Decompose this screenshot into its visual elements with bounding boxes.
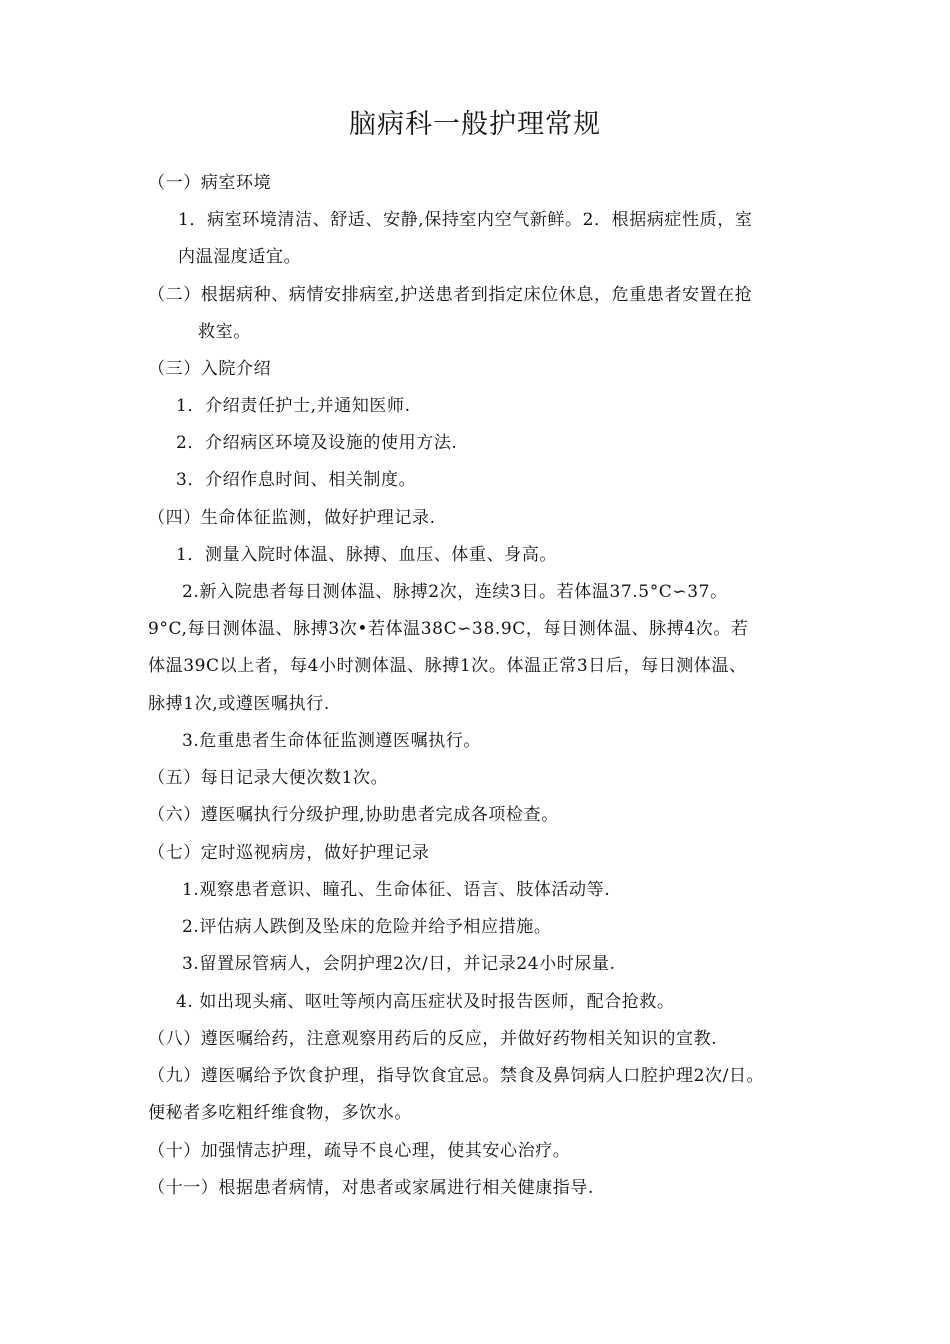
list-item: 3．介绍作息时间、相关制度。 bbox=[176, 470, 417, 490]
list-item: 3.危重患者生命体征监测遵医嘱执行。 bbox=[182, 731, 482, 751]
list-item: 1．测量入院时体温、脉搏、血压、体重、身高。 bbox=[176, 545, 558, 565]
paragraph-line: 脉搏1次,或遵医嘱执行. bbox=[148, 694, 330, 714]
section-heading-10: （十）加强情志护理，疏导不良心理，使其安心治疗。 bbox=[148, 1141, 571, 1161]
section-heading-5: （五）每日记录大便次数1次。 bbox=[148, 768, 389, 788]
section-heading-7: （七）定时巡视病房，做好护理记录 bbox=[148, 843, 430, 863]
section-heading-4: （四）生命体征监测，做好护理记录. bbox=[148, 508, 436, 528]
paragraph-line: 内温湿度适宜。 bbox=[178, 247, 302, 267]
list-item: 2.评估病人跌倒及坠床的危险并给予相应措施。 bbox=[182, 917, 552, 937]
list-item: 2.新入院患者每日测体温、脉搏2次，连续3日。若体温37.5°C∽37。 bbox=[182, 582, 728, 602]
list-item: 1.观察患者意识、瞳孔、生命体征、语言、肢体活动等. bbox=[182, 880, 611, 900]
paragraph-line: 1．病室环境清洁、舒适、安静,保持室内空气新鲜。2．根据病症性质，室 bbox=[178, 210, 753, 230]
section-heading-8: （八）遵医嘱给药，注意观察用药后的反应，并做好药物相关知识的宣教. bbox=[148, 1029, 718, 1049]
section-heading-2: （二）根据病种、病情安排病室,护送患者到指定床位休息，危重患者安置在抢 bbox=[148, 285, 753, 305]
list-item: 3.留置尿管病人，会阴护理2次/日，并记录24小时尿量. bbox=[182, 954, 616, 974]
list-item: 4. 如出现头痛、呕吐等颅内高压症状及时报告医师，配合抢救。 bbox=[176, 992, 675, 1012]
paragraph-line: 便秘者多吃粗纤维食物，多饮水。 bbox=[148, 1103, 412, 1123]
section-heading-1: （一）病室环境 bbox=[148, 173, 272, 193]
section-heading-3: （三）入院介绍 bbox=[148, 359, 272, 379]
section-heading-11: （十一）根据患者病情，对患者或家属进行相关健康指导. bbox=[148, 1178, 595, 1198]
list-item: 1．介绍责任护士,并通知医师. bbox=[176, 396, 411, 416]
list-item: 2．介绍病区环境及设施的使用方法. bbox=[176, 433, 458, 453]
document-title: 脑病科一般护理常规 bbox=[349, 109, 601, 140]
section-heading-9: （九）遵医嘱给予饮食护理，指导饮食宜忌。禁食及鼻饲病人口腔护理2次/日。 bbox=[148, 1066, 765, 1086]
section-heading-6: （六）遵医嘱执行分级护理,协助患者完成各项检查。 bbox=[148, 805, 559, 825]
paragraph-line: 9°C,每日测体温、脉搏3次•若体温38C∽38.9C，每日测体温、脉搏4次。若 bbox=[148, 619, 749, 639]
paragraph-line: 体温39C以上者，每4小时测体温、脉搏1次。体温正常3日后，每日测体温、 bbox=[148, 656, 747, 676]
paragraph-line: 救室。 bbox=[198, 322, 251, 342]
